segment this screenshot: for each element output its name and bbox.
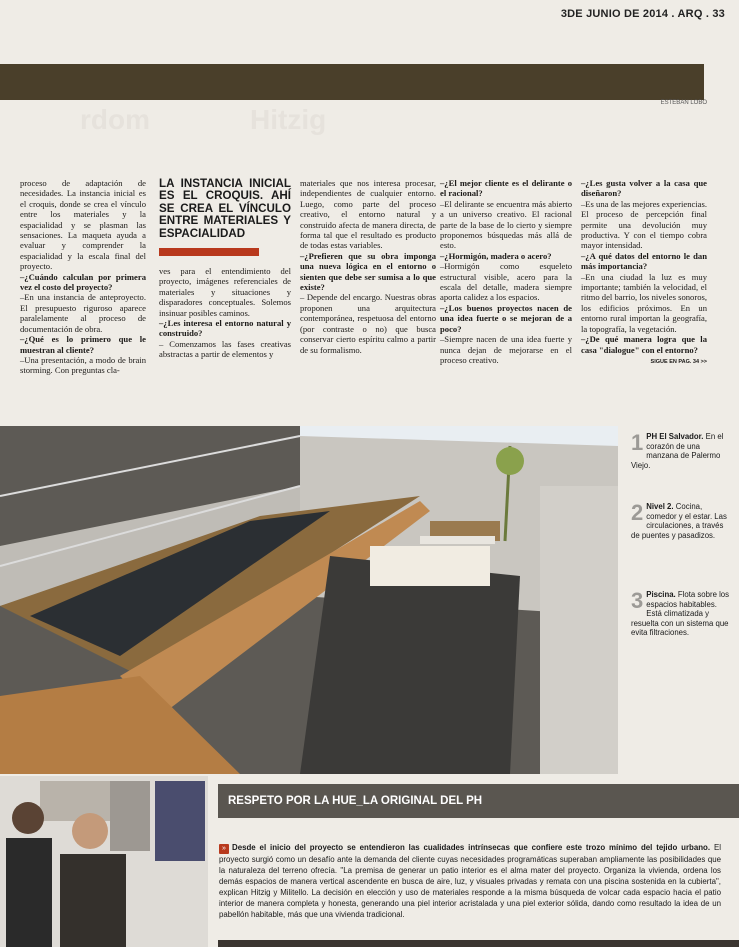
paragraph: –En una instancia de anteproyecto. El presupuesto riguroso aparece paralelamente al proceso de documentación de obra.: [20, 292, 146, 334]
interview-column-2: [159, 178, 291, 360]
ghost-watermark-left: rdom: [80, 104, 150, 135]
question: –¿El mejor cliente es el delirante o el racional?: [440, 178, 572, 199]
sidebar-box-text: [219, 842, 721, 920]
caption-title: Nivel 2.: [646, 502, 674, 511]
architects-portrait-photo: [0, 776, 208, 947]
caption-number: 2: [631, 500, 644, 525]
caption-text: Cocina, comedor y el estar. Las circulaciones, a través de puentes y pasadizos.: [631, 502, 727, 540]
photo-caption-3: [631, 590, 733, 638]
paragraph: –En una ciudad la luz es muy importante; también la velocidad, el ritmo del barrio, los niveles sonoros, los edificios próximos. En un entorno rural importan la geografía, la topografía, la vegetación.: [581, 271, 707, 334]
caption-title: PH El Salvador.: [646, 432, 704, 441]
question: –¿Qué es lo primero que le muestran al cliente?: [20, 334, 146, 355]
paragraph: materiales que nos interesa procesar, independientes de cualquier entorno. Luego, como parte del proceso creativo, el entorno natural y construido afecta de manera directa, de forma tal que el resultado es producto de todas estas variables.: [300, 178, 436, 251]
question: –¿Hormigón, madera o acero?: [440, 250, 552, 261]
caption-number: 3: [631, 588, 644, 613]
paragraph: –Hormigón como esqueleto estructural visible, acero para la escala del detalle, madera siempre aporta calidez a los espacios.: [440, 261, 572, 303]
photo-credit: ESTEBAN LOBO: [660, 100, 707, 106]
paragraph: ves para el entendimiento del proyecto, imágenes referenciales de materiales y situaciones y disparadores conceptuales. Solemos insinuar posibles caminos.: [159, 266, 291, 318]
sidebar-box-title: RESPETO POR LA HUE_LA ORIGINAL DEL PH: [218, 784, 739, 818]
caption-text: En el corazón de una manzana de Palermo Viejo.: [631, 432, 724, 470]
question: –¿Prefieren que su obra imponga una nueva lógica en el entorno o sienten que debe ser sumisa a lo que existe?: [300, 250, 436, 293]
pull-quote: LA INSTANCIA INICIAL ES EL CROQUIS. AHÍ SE CREA EL VÍNCULO ENTRE MATERIALES Y ESPACIALIDAD: [159, 177, 291, 240]
interview-column-1: [20, 178, 146, 376]
caption-number: 1: [631, 430, 644, 455]
sidebar-lead: Desde el inicio del proyecto se entendieron las cualidades intrínsecas que confiere este trozo mínimo del tejido urbano.: [232, 843, 711, 852]
paragraph: – Depende del encargo. Nuestras obras proponen una arquitectura contemporánea, respetuosa del entorno (por contraste o no) que busca conservar cierto espíritu calmo a partir de su formalismo.: [300, 292, 436, 355]
interview-column-3: [300, 178, 436, 355]
interview-column-4: [440, 178, 572, 365]
question: –¿Les interesa el entorno natural y construido?: [159, 318, 291, 339]
bottom-rule: [218, 940, 739, 947]
question: –¿De qué manera logra que la casa "dialogue" con el entorno?: [581, 334, 707, 355]
paragraph: –El delirante se encuentra más abierto a un universo creativo. El racional parte de la base de lo cierto y siempre proponemos búsquedas más allá de esto.: [440, 198, 572, 251]
page-folio: 3DE JUNIO DE 2014 . ARQ . 33: [560, 8, 725, 20]
question: –¿Cuándo calculan por primera vez el costo del proyecto?: [20, 271, 146, 293]
paragraph: –Es una de las mejores experiencias. El proceso de percepción final permite una devolución muy productiva. Y con el tiempo cobra mayor intensidad.: [581, 198, 707, 251]
paragraph: –Siempre nacen de una idea fuerte y nunca dejan de mejorarse en el proceso creativo.: [440, 334, 572, 365]
portrait-illustration: [0, 776, 208, 947]
top-banner-photo-strip: [0, 64, 704, 100]
question: –¿A qué datos del entorno le dan más importancia?: [581, 250, 707, 272]
paragraph: –Una presentación, a modo de brain storming. Con preguntas cla-: [20, 354, 146, 376]
continued-link[interactable]: SIGUE EN PAG. 34 >>: [650, 358, 707, 365]
paragraph: proceso de adaptación de necesidades. La instancia inicial es el croquis, donde se crea el vínculo entre los materiales y la espacialidad y se plasman las sensaciones. La maqueta ayuda a evaluar y comprender la espacialidad y la escala final del proyecto.: [20, 178, 146, 272]
pull-quote-rule: [159, 248, 259, 256]
photo-illustration: [0, 426, 618, 774]
photo-caption-2: [631, 502, 733, 540]
photo-caption-1: [631, 432, 733, 470]
caption-text: Flota sobre los espacios habitables. Está climatizada y resuelta con un sistema que evita filtraciones.: [631, 590, 730, 638]
interview-column-5: [581, 178, 707, 367]
question: –¿Los buenos proyectos nacen de una idea fuerte o se mejoran de a poco?: [440, 302, 572, 334]
main-photo-pool-patio: [0, 426, 618, 774]
caption-title: Piscina.: [646, 590, 676, 599]
paragraph: – Comenzamos las fases creativas abstractas a partir de elementos y: [159, 338, 291, 360]
sidebar-body: El proyecto surgió como un desafío ante la demanda del cliente cuyas necesidades programáticas superaban ampliamente las posibilidades que la naturaleza del terreno ofrecía. "La premisa de generar un patio interior es el alma mater del proyecto. Organiza la vivienda, ordena los demás espacios de manera vertical ascendente en busca de aire, luz, y visuales privadas y remata con una piscina sostenida en la cubierta", explican Hitzig y Militello. La decisión en elección y uso de materiales responde a la misma búsqueda de volcar cada espacio hacia el patio interior de manera completa y honesta, generando una piel interior acristalada y una piel exterior sólida, dando como resultado la idea de un pabellón habitable, más que una vivienda tradicional.: [219, 843, 721, 919]
question: –¿Les gusta volver a la casa que diseñaron?: [581, 178, 707, 199]
ghost-watermark-right: Hitzig: [250, 104, 327, 135]
chevron-right-icon: »: [219, 844, 229, 854]
